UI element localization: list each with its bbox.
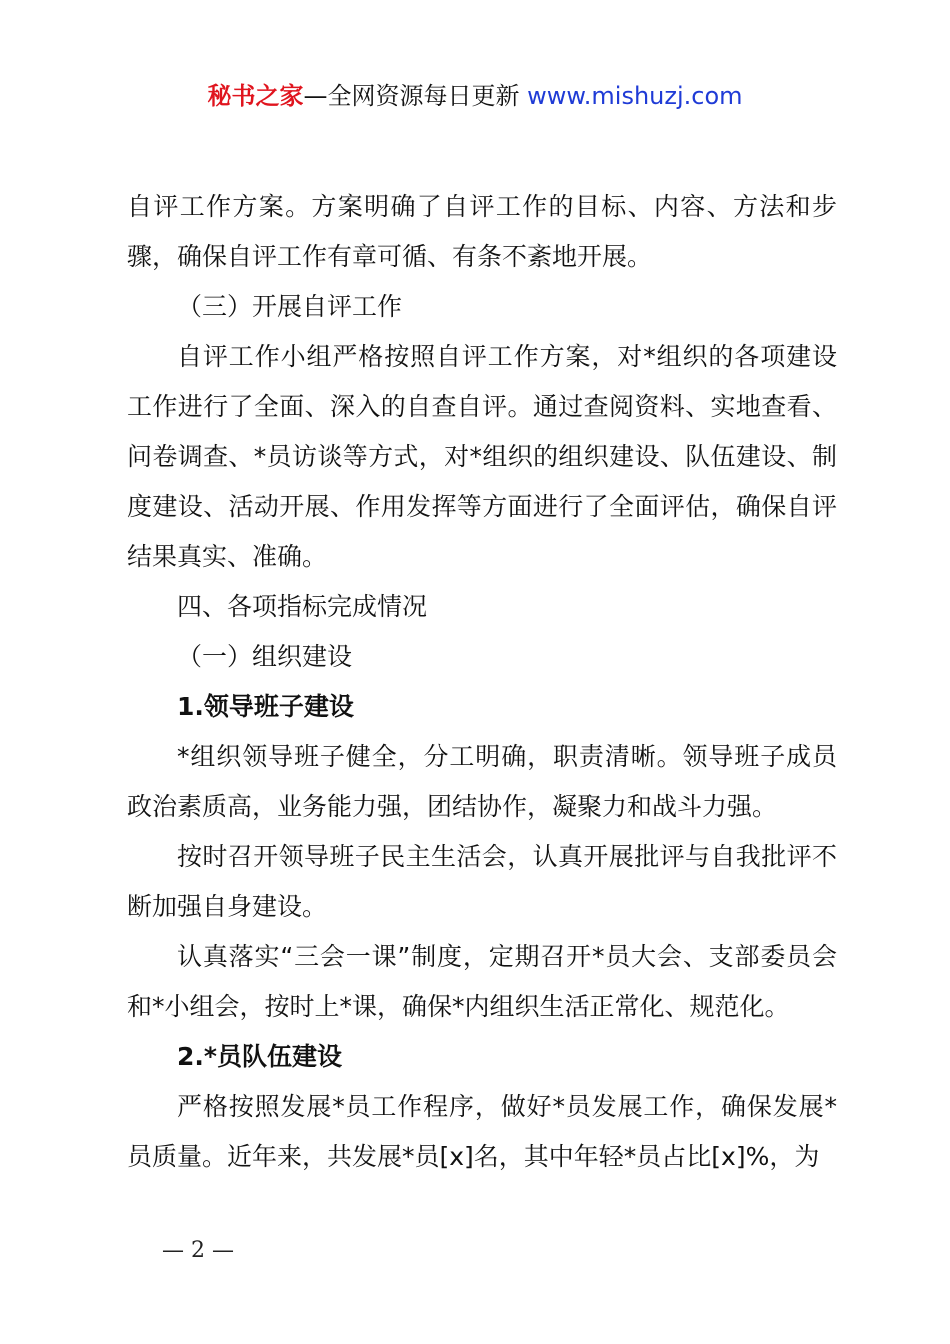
paragraph: 认真落实“三会一课”制度，定期召开*员大会、支部委员会和*小组会，按时上*课，确保*内组织生活正常化、规范化。 <box>127 942 837 1021</box>
subsection-heading: 2.*员队伍建设 <box>177 1042 342 1071</box>
subsection-heading: 1.领导班子建设 <box>177 692 354 721</box>
paragraph: 自评工作小组严格按照自评工作方案，对*组织的各项建设工作进行了全面、深入的自查自评。通过查阅资料、实地查看、问卷调查、*员访谈等方式，对*组织的组织建设、队伍建设、制度建设、活动开展、作用发挥等方面进行了全面评估，确保自评结果真实、准确。 <box>127 342 837 571</box>
site-header <box>0 80 950 112</box>
paragraph: 自评工作方案。方案明确了自评工作的目标、内容、方法和步骤，确保自评工作有章可循、有条不紊地开展。 <box>127 192 837 271</box>
paragraph: 按时召开领导班子民主生活会，认真开展批评与自我批评不断加强自身建设。 <box>127 842 837 921</box>
document-body <box>127 182 837 1182</box>
site-tagline: —全网资源每日更新 <box>303 82 520 110</box>
section-heading: （一）组织建设 <box>177 642 353 671</box>
site-url[interactable]: www.mishuzj.com <box>527 82 743 110</box>
paragraph: *组织领导班子健全，分工明确，职责清晰。领导班子成员政治素质高，业务能力强，团结协作，凝聚力和战斗力强。 <box>127 742 837 821</box>
paragraph: 严格按照发展*员工作程序，做好*员发展工作，确保发展*员质量。近年来，共发展*员[x]名，其中年轻*员占比[x]%，为 <box>127 1092 837 1171</box>
section-heading: （三）开展自评工作 <box>177 292 403 321</box>
site-brand: 秘书之家 <box>207 82 304 110</box>
page-number: — 2 — <box>162 1238 234 1263</box>
section-heading: 四、各项指标完成情况 <box>177 592 428 621</box>
